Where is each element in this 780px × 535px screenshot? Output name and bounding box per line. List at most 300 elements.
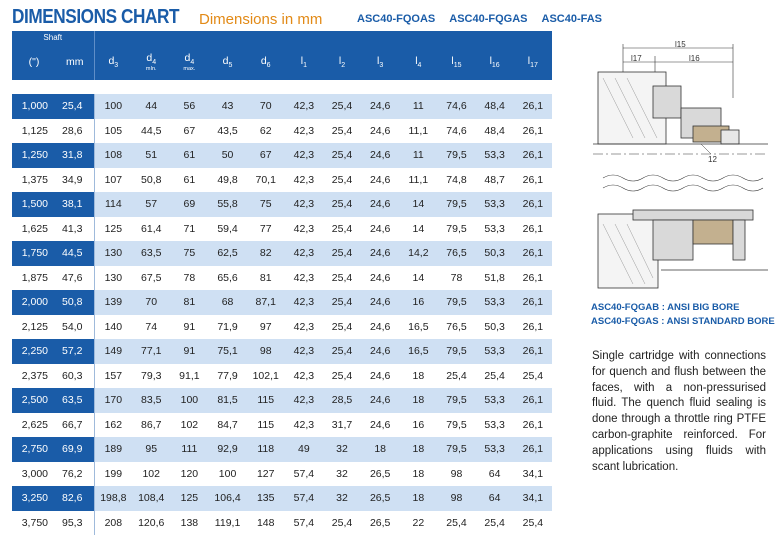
dimension-cell: 25,4 <box>323 290 361 315</box>
dimension-cell: 48,7 <box>476 168 514 193</box>
dimension-cell: 79,5 <box>437 192 475 217</box>
table-row <box>12 168 552 193</box>
dimension-cell: 44,5 <box>132 119 170 144</box>
dimension-cell: 83,5 <box>132 388 170 413</box>
dimension-cell: 53,3 <box>476 413 514 438</box>
dimension-cell: 34,1 <box>514 486 552 511</box>
dimension-cell: 115 <box>247 413 285 438</box>
dimension-cell: 78 <box>170 266 208 291</box>
dimension-cell: 63,5 <box>132 241 170 266</box>
column-symbol: l <box>301 55 303 67</box>
dimension-cell: 127 <box>247 462 285 487</box>
dimension-cell: 157 <box>94 364 132 389</box>
dimension-cell: 16,5 <box>399 315 437 340</box>
shaft-mm-cell: 31,8 <box>56 143 94 168</box>
dimension-cell: 16 <box>399 413 437 438</box>
shaft-inch-cell: 1,375 <box>12 168 56 193</box>
dimension-cell: 26,5 <box>361 462 399 487</box>
dimension-cell: 81 <box>247 266 285 291</box>
dimension-cell: 11 <box>399 143 437 168</box>
dimension-cell: 105 <box>94 119 132 144</box>
dimension-cell: 77,1 <box>132 339 170 364</box>
column-subscript: 3 <box>114 62 118 69</box>
shaft-inch-cell: 3,250 <box>12 486 56 511</box>
dimension-cell: 26,1 <box>514 241 552 266</box>
shaft-inch-cell: 1,250 <box>12 143 56 168</box>
dimension-cell: 49,8 <box>208 168 246 193</box>
dimension-cell: 42,3 <box>285 339 323 364</box>
dimension-cell: 42,3 <box>285 168 323 193</box>
dimension-cell: 108,4 <box>132 486 170 511</box>
page-title: DIMENSIONS CHART <box>12 6 179 29</box>
table-row <box>12 511 552 535</box>
dimension-cell: 114 <box>94 192 132 217</box>
model-name: ASC40-FQOAS <box>357 13 435 25</box>
column-subscript: 4 <box>190 59 194 66</box>
dimension-cell: 139 <box>94 290 132 315</box>
shaft-mm-cell: 28,6 <box>56 119 94 144</box>
dimension-cell: 50 <box>208 143 246 168</box>
shaft-inch-cell: 2,500 <box>12 388 56 413</box>
dimension-cell: 125 <box>94 217 132 242</box>
dimension-cell: 64 <box>476 462 514 487</box>
dimension-cell: 53,3 <box>476 290 514 315</box>
dimension-cell: 24,6 <box>361 119 399 144</box>
dimension-cell: 91 <box>170 315 208 340</box>
dimension-cell: 61,4 <box>132 217 170 242</box>
dimension-cell: 11,1 <box>399 168 437 193</box>
dimension-cell: 26,1 <box>514 315 552 340</box>
mm-header: mm <box>56 44 94 80</box>
dimension-cell: 24,6 <box>361 168 399 193</box>
dimension-cell: 50,8 <box>132 168 170 193</box>
dimension-cell: 53,3 <box>476 388 514 413</box>
dimension-cell: 57 <box>132 192 170 217</box>
dimension-cell: 44 <box>132 94 170 119</box>
dimension-cell: 135 <box>247 486 285 511</box>
column-header <box>208 44 246 80</box>
shaft-mm-cell: 66,7 <box>56 413 94 438</box>
dimension-cell: 53,3 <box>476 437 514 462</box>
dimension-cell: 25,4 <box>323 241 361 266</box>
column-symbol: d <box>223 55 229 67</box>
dimension-cell: 91 <box>170 339 208 364</box>
dimension-cell: 24,6 <box>361 94 399 119</box>
dimension-cell: 25,4 <box>514 511 552 535</box>
dimension-cell: 53,3 <box>476 339 514 364</box>
dimension-cell: 87,1 <box>247 290 285 315</box>
column-symbol: d <box>185 52 191 64</box>
dimension-cell: 75 <box>170 241 208 266</box>
dim-l15: l15 <box>675 40 686 49</box>
dimension-cell: 130 <box>94 266 132 291</box>
dimension-cell: 24,6 <box>361 217 399 242</box>
dimension-cell: 79,5 <box>437 339 475 364</box>
table-gap <box>12 80 552 94</box>
dimension-cell: 57,4 <box>285 511 323 535</box>
dimension-cell: 65,6 <box>208 266 246 291</box>
table-row <box>12 339 552 364</box>
column-symbol: d <box>146 52 152 64</box>
dimension-cell: 18 <box>361 437 399 462</box>
dimension-cell: 28,5 <box>323 388 361 413</box>
dimension-cell: 50,3 <box>476 241 514 266</box>
caption-standard-bore: ASC40-FQGAS : ANSI STANDARD BORE <box>591 315 775 329</box>
shaft-inch-cell: 1,875 <box>12 266 56 291</box>
dimension-cell: 25,4 <box>323 168 361 193</box>
shaft-mm-cell: 57,2 <box>56 339 94 364</box>
table-row <box>12 217 552 242</box>
dimension-cell: 64 <box>476 486 514 511</box>
dimension-cell: 11,1 <box>399 119 437 144</box>
dimension-cell: 74,8 <box>437 168 475 193</box>
dimension-cell: 14,2 <box>399 241 437 266</box>
model-caption <box>591 301 775 329</box>
column-header <box>170 44 208 80</box>
dimension-cell: 92,9 <box>208 437 246 462</box>
dimension-cell: 24,6 <box>361 241 399 266</box>
dimension-cell: 53,3 <box>476 192 514 217</box>
dimension-cell: 26,1 <box>514 413 552 438</box>
column-subscript: 16 <box>492 62 500 69</box>
dimension-cell: 51,8 <box>476 266 514 291</box>
dimension-cell: 25,4 <box>437 511 475 535</box>
units-subtitle: Dimensions in mm <box>199 11 322 28</box>
dimension-cell: 24,6 <box>361 413 399 438</box>
dimension-cell: 42,3 <box>285 143 323 168</box>
dimension-cell: 24,6 <box>361 143 399 168</box>
dimension-cell: 25,4 <box>323 192 361 217</box>
dimension-cell: 42,3 <box>285 315 323 340</box>
dimension-cell: 26,1 <box>514 339 552 364</box>
column-subscript: 5 <box>229 62 233 69</box>
dimension-cell: 31,7 <box>323 413 361 438</box>
dimension-cell: 25,4 <box>323 119 361 144</box>
dimension-cell: 106,4 <box>208 486 246 511</box>
dimension-cell: 55,8 <box>208 192 246 217</box>
shaft-inch-cell: 1,125 <box>12 119 56 144</box>
dimension-cell: 24,6 <box>361 290 399 315</box>
dimension-cell: 26,1 <box>514 119 552 144</box>
dimension-cell: 77,9 <box>208 364 246 389</box>
dimension-cell: 32 <box>323 486 361 511</box>
dimension-cell: 32 <box>323 462 361 487</box>
column-subscript: 2 <box>341 62 345 69</box>
shaft-mm-cell: 47,6 <box>56 266 94 291</box>
dimension-cell: 18 <box>399 364 437 389</box>
column-header <box>437 44 475 80</box>
table-row <box>12 94 552 119</box>
dimension-cell: 14 <box>399 266 437 291</box>
dim-l17: l17 <box>631 54 642 63</box>
dimension-cell: 148 <box>247 511 285 535</box>
product-description: Single cartridge with connections for quench and flush between the faces, with a non-pressurised fluid. The quench fluid sealing is done through a throttle ring PTFE carbon-graphite reinforced. For applications using fluids with scant lubrication. <box>592 349 766 475</box>
dimension-cell: 69 <box>170 192 208 217</box>
column-symbol: l <box>490 55 492 67</box>
column-header <box>399 44 437 80</box>
dimension-cell: 71 <box>170 217 208 242</box>
column-symbol: d <box>108 55 114 67</box>
column-subscript: 1 <box>303 62 307 69</box>
dimension-cell: 16 <box>399 290 437 315</box>
dimension-cell: 50,3 <box>476 315 514 340</box>
dimension-cell: 42,3 <box>285 192 323 217</box>
column-header <box>132 44 170 80</box>
model-list <box>357 13 616 25</box>
shaft-header: Shaft <box>12 31 94 44</box>
dimension-cell: 79,5 <box>437 143 475 168</box>
dimension-cell: 100 <box>208 462 246 487</box>
dimension-cell: 79,5 <box>437 217 475 242</box>
dimension-cell: 125 <box>170 486 208 511</box>
column-note: max. <box>170 66 208 72</box>
column-subscript: 4 <box>418 62 422 69</box>
column-header <box>514 44 552 80</box>
dimension-cell: 11 <box>399 94 437 119</box>
dimension-cell: 25,4 <box>323 94 361 119</box>
model-name: ASC40-FAS <box>542 13 603 25</box>
dimension-cell: 48,4 <box>476 119 514 144</box>
dimension-cell: 91,1 <box>170 364 208 389</box>
shaft-mm-cell: 44,5 <box>56 241 94 266</box>
table-row <box>12 192 552 217</box>
shaft-mm-cell: 60,3 <box>56 364 94 389</box>
shaft-mm-cell: 41,3 <box>56 217 94 242</box>
dimension-cell: 102,1 <box>247 364 285 389</box>
dimension-cell: 14 <box>399 217 437 242</box>
dimension-cell: 82 <box>247 241 285 266</box>
dimension-cell: 75 <box>247 192 285 217</box>
dimension-cell: 98 <box>437 462 475 487</box>
column-symbol: l <box>451 55 453 67</box>
dimension-cell: 95 <box>132 437 170 462</box>
dimension-cell: 25,4 <box>323 511 361 535</box>
dimension-cell: 57,4 <box>285 486 323 511</box>
dimension-cell: 189 <box>94 437 132 462</box>
dimension-cell: 70,1 <box>247 168 285 193</box>
dimension-cell: 118 <box>247 437 285 462</box>
dimension-cell: 32 <box>323 437 361 462</box>
dimension-cell: 26,5 <box>361 511 399 535</box>
dimension-cell: 79,5 <box>437 290 475 315</box>
dimension-cell: 75,1 <box>208 339 246 364</box>
dimension-cell: 98 <box>437 486 475 511</box>
shaft-mm-cell: 69,9 <box>56 437 94 462</box>
shaft-inch-cell: 3,000 <box>12 462 56 487</box>
dimension-cell: 25,4 <box>323 143 361 168</box>
dimension-cell: 42,3 <box>285 94 323 119</box>
dimension-cell: 68 <box>208 290 246 315</box>
shaft-inch-cell: 2,625 <box>12 413 56 438</box>
shaft-mm-cell: 76,2 <box>56 462 94 487</box>
dimension-cell: 79,5 <box>437 413 475 438</box>
table-row <box>12 290 552 315</box>
dimension-cell: 70 <box>132 290 170 315</box>
shaft-inch-cell: 3,750 <box>12 511 56 535</box>
shaft-inch-cell: 1,500 <box>12 192 56 217</box>
dimension-cell: 26,1 <box>514 192 552 217</box>
dimension-cell: 70 <box>247 94 285 119</box>
dimension-cell: 84,7 <box>208 413 246 438</box>
dimension-cell: 42,3 <box>285 266 323 291</box>
shaft-inch-cell: 1,750 <box>12 241 56 266</box>
dimension-cell: 42,3 <box>285 413 323 438</box>
shaft-inch-cell: 1,000 <box>12 94 56 119</box>
callout-12: 12 <box>708 155 717 164</box>
dimension-cell: 86,7 <box>132 413 170 438</box>
column-symbol: l <box>528 55 530 67</box>
column-header <box>476 44 514 80</box>
dimension-cell: 42,3 <box>285 119 323 144</box>
dimension-cell: 62,5 <box>208 241 246 266</box>
dimension-cell: 26,1 <box>514 266 552 291</box>
dimension-cell: 119,1 <box>208 511 246 535</box>
dimension-cell: 43 <box>208 94 246 119</box>
dimension-cell: 170 <box>94 388 132 413</box>
dimension-cell: 25,4 <box>514 364 552 389</box>
column-symbol: l <box>339 55 341 67</box>
dimension-cell: 149 <box>94 339 132 364</box>
dimension-cell: 25,4 <box>323 364 361 389</box>
column-header <box>361 44 399 80</box>
column-symbol: d <box>261 55 267 67</box>
dimension-cell: 57,4 <box>285 462 323 487</box>
dimension-cell: 100 <box>170 388 208 413</box>
dimension-cell: 24,6 <box>361 339 399 364</box>
dimension-cell: 79,5 <box>437 388 475 413</box>
shaft-mm-cell: 82,6 <box>56 486 94 511</box>
column-subscript: 15 <box>454 62 462 69</box>
dimension-cell: 162 <box>94 413 132 438</box>
table-row <box>12 413 552 438</box>
shaft-mm-cell: 50,8 <box>56 290 94 315</box>
dimension-cell: 140 <box>94 315 132 340</box>
column-header <box>247 44 285 80</box>
table-row <box>12 437 552 462</box>
dimension-cell: 42,3 <box>285 217 323 242</box>
dimension-cell: 102 <box>132 462 170 487</box>
dimension-cell: 76,5 <box>437 315 475 340</box>
dimension-cell: 130 <box>94 241 132 266</box>
shaft-inch-cell: 2,750 <box>12 437 56 462</box>
dimension-cell: 24,6 <box>361 364 399 389</box>
dimension-cell: 24,6 <box>361 266 399 291</box>
shaft-inch-cell: 2,125 <box>12 315 56 340</box>
dimension-cell: 74,6 <box>437 94 475 119</box>
dimension-cell: 18 <box>399 388 437 413</box>
dimension-cell: 81 <box>170 290 208 315</box>
shaft-mm-cell: 54,0 <box>56 315 94 340</box>
dimension-cell: 71,9 <box>208 315 246 340</box>
dimension-cell: 25,4 <box>323 217 361 242</box>
dimension-cell: 79,3 <box>132 364 170 389</box>
dimension-cell: 49 <box>285 437 323 462</box>
dimension-cell: 26,1 <box>514 94 552 119</box>
dimension-cell: 18 <box>399 486 437 511</box>
column-symbol: l <box>377 55 379 67</box>
dimension-cell: 42,3 <box>285 241 323 266</box>
caption-big-bore: ASC40-FQGAB : ANSI BIG BORE <box>591 301 775 315</box>
dimension-cell: 77 <box>247 217 285 242</box>
dimension-cell: 26,1 <box>514 168 552 193</box>
dimension-cell: 42,3 <box>285 290 323 315</box>
dimension-cell: 120,6 <box>132 511 170 535</box>
dimension-cell: 43,5 <box>208 119 246 144</box>
column-subscript: 4 <box>152 59 156 66</box>
dimension-cell: 42,3 <box>285 364 323 389</box>
dimension-cell: 79,5 <box>437 437 475 462</box>
dimension-cell: 22 <box>399 511 437 535</box>
dimension-cell: 26,1 <box>514 143 552 168</box>
inch-header: (") <box>12 44 56 80</box>
shaft-mm-cell: 25,4 <box>56 94 94 119</box>
dimension-cell: 74,6 <box>437 119 475 144</box>
shaft-inch-cell: 2,000 <box>12 290 56 315</box>
dimension-cell: 81,5 <box>208 388 246 413</box>
dimensions-table <box>12 31 552 535</box>
dimension-cell: 25,4 <box>437 364 475 389</box>
dimension-cell: 26,1 <box>514 437 552 462</box>
dimension-cell: 26,1 <box>514 388 552 413</box>
column-subscript: 17 <box>530 62 538 69</box>
dimension-cell: 25,4 <box>476 364 514 389</box>
dimension-cell: 25,4 <box>323 315 361 340</box>
dimension-cell: 16,5 <box>399 339 437 364</box>
dimension-cell: 24,6 <box>361 388 399 413</box>
seal-section-drawing <box>593 38 768 296</box>
dimension-cell: 120 <box>170 462 208 487</box>
shaft-inch-cell: 1,625 <box>12 217 56 242</box>
dimension-cell: 48,4 <box>476 94 514 119</box>
column-note: mIn. <box>132 66 170 72</box>
dimension-cell: 34,1 <box>514 462 552 487</box>
table-row <box>12 315 552 340</box>
dimension-cell: 18 <box>399 462 437 487</box>
dimension-cell: 25,4 <box>323 339 361 364</box>
shaft-inch-cell: 2,250 <box>12 339 56 364</box>
dimension-cell: 25,4 <box>476 511 514 535</box>
shaft-mm-cell: 95,3 <box>56 511 94 535</box>
dimension-cell: 107 <box>94 168 132 193</box>
dimension-cell: 208 <box>94 511 132 535</box>
dimension-cell: 26,1 <box>514 217 552 242</box>
dimension-cell: 97 <box>247 315 285 340</box>
dimension-cell: 61 <box>170 143 208 168</box>
dimension-cell: 61 <box>170 168 208 193</box>
dimension-cell: 42,3 <box>285 388 323 413</box>
table-row <box>12 364 552 389</box>
dimension-cell: 53,3 <box>476 143 514 168</box>
dimension-cell: 14 <box>399 192 437 217</box>
model-name: ASC40-FQGAS <box>449 13 527 25</box>
header-spacer <box>94 31 552 44</box>
dimension-cell: 138 <box>170 511 208 535</box>
dimension-cell: 24,6 <box>361 192 399 217</box>
dimension-cell: 100 <box>94 94 132 119</box>
column-symbol: l <box>415 55 417 67</box>
dimension-cell: 102 <box>170 413 208 438</box>
dim-l16: l16 <box>689 54 700 63</box>
dimension-cell: 26,5 <box>361 486 399 511</box>
dimension-cell: 56 <box>170 94 208 119</box>
column-header <box>285 44 323 80</box>
dimension-cell: 26,1 <box>514 290 552 315</box>
dimension-cell: 53,3 <box>476 217 514 242</box>
dimension-cell: 98 <box>247 339 285 364</box>
shaft-mm-cell: 63,5 <box>56 388 94 413</box>
dimension-cell: 198,8 <box>94 486 132 511</box>
column-subscript: 6 <box>267 62 271 69</box>
